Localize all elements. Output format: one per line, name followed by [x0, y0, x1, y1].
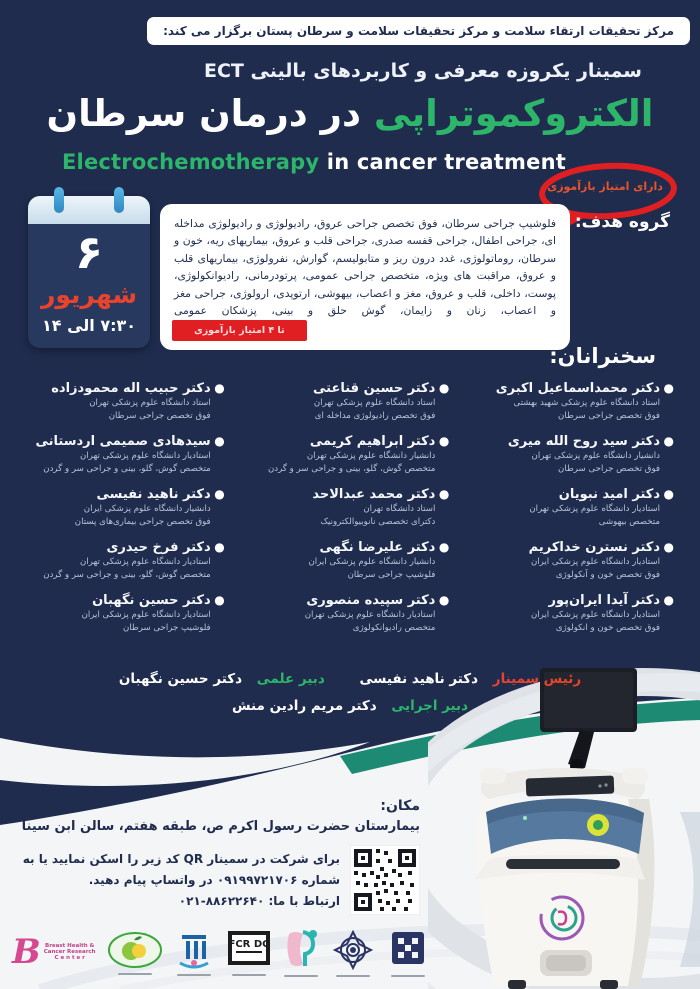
speaker-affiliation: استادیار دانشگاه علوم پزشکی تهران: [80, 451, 211, 461]
location-text: بیمارستان حضرت رسول اکرم ص، طبقه هفتم، سالن ابن سینا: [21, 819, 420, 834]
speaker-specialty: فوق تخصص خون و آنکولوژی: [555, 570, 660, 580]
cme-credit-badge: تا ۴ امتیاز بازآموزی: [172, 320, 307, 341]
speaker-name: دکتر سید روح الله میری: [507, 434, 660, 449]
speaker-name: سیدهادی صمیمی اردستانی: [35, 434, 211, 449]
event-day: ۶: [74, 225, 104, 279]
speaker-name: دکتر آیدا ایران‌پور: [548, 593, 660, 608]
committee-line-2: [80, 693, 620, 720]
fcrdc-logo: [226, 929, 272, 976]
speaker-item: [8, 592, 227, 635]
calendar-ring-icon: [54, 187, 64, 213]
speakers-column-middle: [233, 380, 452, 645]
committee-line-1: [80, 666, 620, 693]
speaker-name: دکتر سپیده منصوری: [306, 593, 436, 608]
bullet-icon: ●: [438, 540, 450, 554]
speaker-item: [457, 380, 676, 423]
speaker-affiliation: استادیار دانشگاه علوم پزشکی ایران: [530, 610, 660, 620]
target-group-text: فلوشیپ جراحی سرطان، فوق تخصص جراحی عروق، رادیولوژی و رادیولوژی مداخله ای، جراحی اطفال، جراحی قفسه صدری، جراحی قلب و عروق، بیماریهای ریه، خون و سرطان، روماتولوژی، غدد درون ریز و متابولیسم، گوارش، نفرولوژی، بیماریهای قلب و عروق، مراقبت های ویژه، متخصص جراحی عمومی، پرتودرمانی، رادیوانکولوژی، پوست، داخلی، قلب و عروق، مغز و اعصاب، بیهوشی، ارتوپدی، ارولوژی، جراحی مغز و اعصاب، زنان و زایمان، گوش حلق و بینی، پزشکان عمومی: [174, 217, 556, 318]
event-time: ۷:۳۰ الی ۱۴: [41, 316, 137, 335]
bullet-icon: ●: [438, 381, 450, 395]
qr-instruction-line1: برای شرکت در سمینار QR کد زیر را اسکن نمایید یا به: [22, 851, 340, 866]
speaker-item: [233, 486, 452, 529]
speaker-specialty: فوق تخصص رادیولوژی مداخله ای: [314, 411, 436, 421]
speaker-specialty: فلوشیپ جراحی سرطان: [347, 570, 436, 580]
speaker-specialty: فوق تخصص خون و انکولوژی: [555, 623, 660, 633]
bullet-icon: ●: [214, 434, 225, 448]
speaker-affiliation: استادیار دانشگاه علوم پزشکی تهران: [529, 504, 660, 514]
speaker-affiliation: دانشیار دانشگاه علوم پزشکی ایران: [83, 504, 211, 514]
scientific-secretary-name: دکتر حسین نگهبان: [118, 671, 243, 687]
calendar-ring-icon: [114, 187, 124, 213]
speaker-affiliation: دانشیار دانشگاه علوم پزشکی تهران: [306, 451, 436, 461]
speaker-item: [8, 486, 227, 529]
title-fa-rest: در درمان سرطان: [46, 92, 374, 135]
bullet-icon: ●: [663, 540, 674, 554]
speaker-specialty: فوق تخصص جراحی سرطان: [558, 464, 660, 474]
speaker-specialty: فلوشیپ جراحی سرطان: [122, 623, 211, 633]
speaker-name: دکتر فرخ حیدری: [106, 540, 211, 555]
health-promotion-research-center-logo: [107, 930, 163, 975]
bullet-icon: ●: [663, 434, 674, 448]
committee-block: [80, 666, 620, 720]
bullet-icon: ●: [438, 593, 450, 607]
speaker-name: دکتر حسین قناعتی: [313, 381, 436, 396]
speaker-specialty: متخصص گوش، گلو، بینی و جراحی سر و گردن: [43, 464, 211, 474]
speaker-item: [8, 433, 227, 476]
speaker-affiliation: دانشیار دانشگاه علوم پزشکی ایران: [308, 557, 436, 567]
speaker-specialty: متخصص رادیوانکولوژی: [352, 623, 436, 633]
bullet-icon: ●: [214, 381, 225, 395]
calendar-header: [28, 196, 150, 224]
speaker-item: [457, 592, 676, 635]
target-group-label: گروه هدف:: [574, 212, 670, 232]
speaker-affiliation: دانشیار دانشگاه علوم پزشکی تهران: [531, 451, 660, 461]
main-title-en: [62, 150, 566, 174]
bullet-icon: ●: [663, 487, 674, 501]
bullet-icon: ●: [214, 487, 225, 501]
event-month: شهریور: [40, 280, 138, 309]
qr-code: [350, 845, 420, 915]
speaker-specialty: فوق تخصص جراحی سرطان: [108, 411, 211, 421]
speaker-specialty: متخصص گوش، گلو، بینی و جراحی سر و گردن: [43, 570, 211, 580]
executive-secretary-label: دبیر اجرایی: [391, 698, 469, 714]
speaker-affiliation: استادیار دانشگاه علوم پزشکی ایران: [81, 610, 211, 620]
organizer-banner: مرکز تحقیقات ارتقاء سلامت و مرکز تحقیقات سلامت و سرطان پستان برگزار می کند:: [147, 17, 690, 45]
cme-bubble-label: دارای امتیاز بازآموزی: [547, 180, 663, 193]
speakers-heading: سخنرانان:: [549, 344, 656, 368]
contact-line: [23, 891, 340, 912]
speaker-affiliation: استاد دانشگاه علوم پزشکی شهید بهشتی: [513, 398, 660, 408]
shahid-beheshti-university-logo: [331, 928, 375, 977]
speaker-name: دکتر نسترن خداکریم: [528, 540, 660, 555]
executive-secretary-name: دکتر مریم رادین منش: [231, 698, 377, 714]
speaker-name: دکتر محمداسماعیل اکبری: [495, 381, 660, 396]
speaker-specialty: فوق تخصص جراحی بیماری‌های پستان: [74, 517, 211, 527]
speaker-item: [457, 486, 676, 529]
speaker-affiliation: استادیار دانشگاه علوم پزشکی تهران: [80, 557, 211, 567]
speaker-name: دکتر محمد عبدالاحد: [312, 487, 436, 502]
logo-b-glyph: B: [12, 932, 41, 972]
bullet-icon: ●: [214, 593, 225, 607]
bullet-icon: ●: [438, 487, 450, 501]
location-label: مکان:: [380, 798, 420, 814]
calendar-card: [28, 196, 150, 348]
speaker-specialty: متخصص گوش، گلو، بینی و جراحی سر و گردن: [267, 464, 436, 474]
speaker-specialty: متخصص بیهوشی: [598, 517, 660, 527]
registration-block: [20, 845, 420, 915]
qr-instruction-line2: شماره ۰۹۱۹۹۷۲۱۷۰۶ در واتساپ پیام دهید.: [88, 872, 340, 887]
speaker-item: [233, 380, 452, 423]
speaker-affiliation: استاد دانشگاه تهران: [363, 504, 436, 514]
speaker-affiliation: استاد دانشگاه علوم پزشکی تهران: [89, 398, 211, 408]
medical-association-logo: [283, 928, 319, 977]
speaker-specialty: فوق تخصص جراحی سرطان: [558, 411, 660, 421]
speaker-affiliation: استادیار دانشگاه علوم پزشکی ایران: [530, 557, 660, 567]
title-en-highlight: Electrochemotherapy: [62, 150, 320, 174]
speaker-item: [8, 380, 227, 423]
bullet-icon: ●: [663, 381, 674, 395]
contact-number: ۰۲۱-۸۸۶۲۲۶۴۰: [178, 893, 265, 908]
breast-health-cancer-research-center-logo: B Breast Health & Cancer Research C e n t e r: [12, 932, 96, 972]
speaker-affiliation: استاد دانشگاه علوم پزشکی تهران: [313, 398, 436, 408]
tehran-medical-university-logo: [386, 928, 430, 977]
sponsor-logos-row: [12, 920, 430, 984]
svg-text:FCR DC: FCR DC: [228, 938, 270, 950]
speaker-item: [8, 539, 227, 582]
speaker-affiliation: استادیار دانشگاه علوم پزشکی تهران: [304, 610, 436, 620]
speaker-name: دکتر حبیب اله محمودزاده: [51, 381, 211, 396]
chair-name: دکتر ناهید نفیسی: [359, 671, 479, 687]
seminar-subtitle: سمینار یکروزه معرفی و کاربردهای بالینی ECT: [203, 60, 642, 82]
speaker-item: [233, 592, 452, 635]
target-group-box: [160, 204, 570, 350]
bullet-icon: ●: [663, 593, 674, 607]
location-block: [20, 798, 420, 834]
bullet-icon: ●: [214, 540, 225, 554]
speakers-column-right: [457, 380, 676, 645]
speakers-column-left: [8, 380, 227, 645]
speaker-specialty: دکترای تخصصی نانوبیوالکترونیک: [320, 517, 436, 527]
bullet-icon: ●: [438, 434, 450, 448]
speaker-name: دکتر علیرضا نگهی: [319, 540, 436, 555]
speaker-item: [233, 433, 452, 476]
speaker-name: دکتر ناهید نفیسی: [96, 487, 211, 502]
main-title-fa: [0, 92, 700, 135]
speaker-item: [233, 539, 452, 582]
speaker-name: دکتر حسین نگهبان: [92, 593, 211, 608]
device-handle: [506, 859, 620, 869]
speakers-grid: [8, 380, 676, 645]
contact-label: ارتباط با ما:: [268, 893, 340, 908]
title-fa-highlight: الکتروکموتراپی: [373, 92, 654, 135]
speaker-name: دکتر ابراهیم کریمی: [309, 434, 436, 449]
title-en-rest: in cancer treatment: [319, 150, 566, 174]
speaker-item: [457, 433, 676, 476]
registration-text: [23, 849, 340, 912]
chair-label: رئیس سمینار: [492, 671, 582, 687]
breast-surgeons-society-logo: [174, 929, 214, 976]
speaker-name: دکتر امید نبویان: [558, 487, 660, 502]
speaker-item: [457, 539, 676, 582]
scientific-secretary-label: دبیر علمی: [256, 671, 325, 687]
